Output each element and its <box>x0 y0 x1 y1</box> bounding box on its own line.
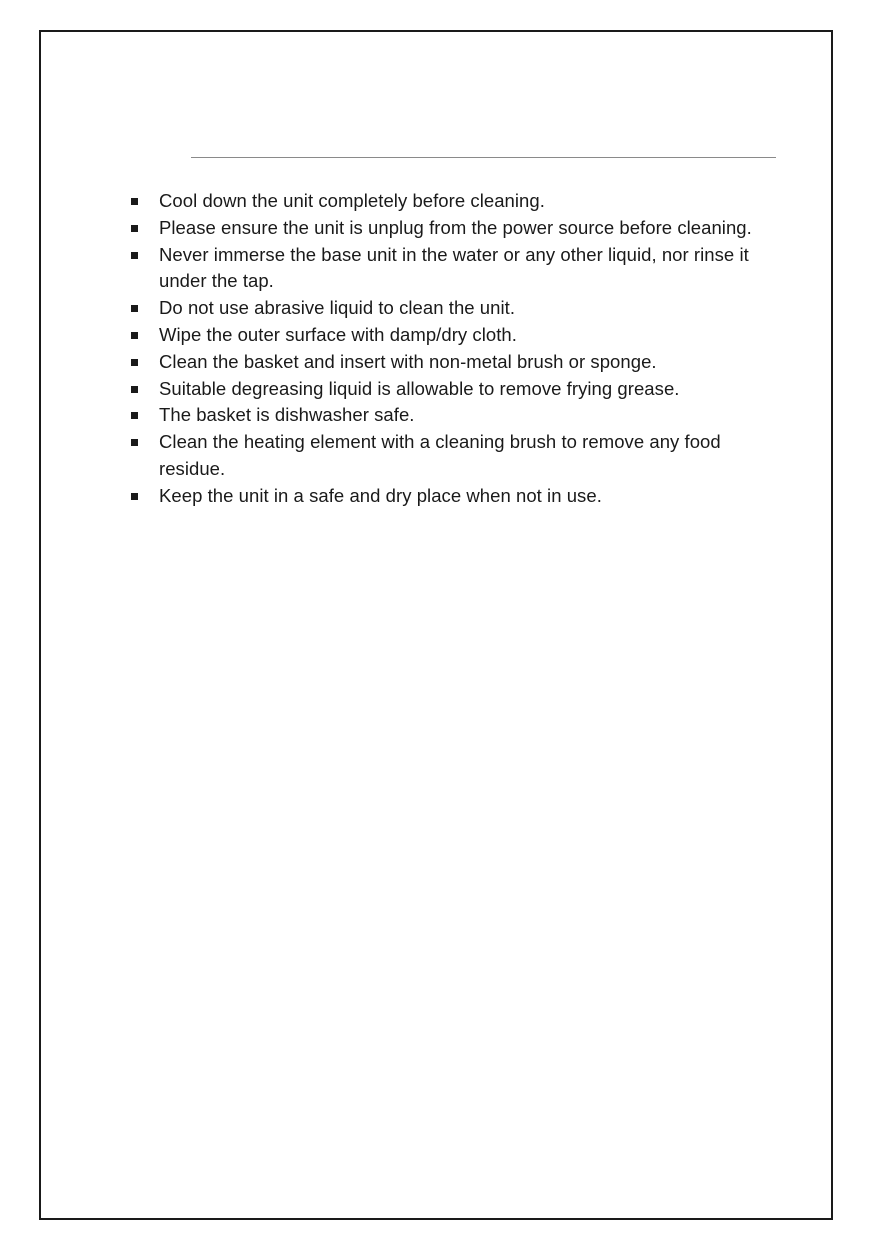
list-item-text: Cool down the unit completely before cleaning. <box>159 190 545 211</box>
list-item-text: Suitable degreasing liquid is allowable to remove frying grease. <box>159 377 680 399</box>
square-bullet-icon <box>131 359 138 366</box>
cleaning-instructions-list <box>130 188 790 510</box>
list-item <box>130 429 790 483</box>
list-item <box>130 242 790 296</box>
list-item-text: Do not use abrasive liquid to clean the unit. <box>159 297 516 319</box>
list-item <box>130 402 790 429</box>
list-item <box>130 483 790 510</box>
list-item <box>130 349 790 376</box>
square-bullet-icon <box>131 198 138 205</box>
square-bullet-icon <box>131 225 138 232</box>
list-item <box>130 376 790 403</box>
square-bullet-icon <box>131 412 138 419</box>
list-item-text: Never immerse the base unit in the water or any other liquid, nor rinse it under the tap. <box>159 243 749 292</box>
list-item-text: Keep the unit in a safe and dry place when not in use. <box>159 484 602 506</box>
list-item-text: Clean the basket and insert with non-metal brush or sponge. <box>159 350 657 372</box>
list-item-text: Please ensure the unit is unplug from the power source before cleaning. <box>159 216 752 238</box>
section-divider <box>191 157 776 158</box>
square-bullet-icon <box>131 493 138 500</box>
square-bullet-icon <box>131 252 138 259</box>
list-item-text: The basket is dishwasher safe. <box>159 404 415 426</box>
square-bullet-icon <box>131 332 138 339</box>
list-item-text: Wipe the outer surface with damp/dry cloth. <box>159 323 517 345</box>
list-item <box>130 215 790 242</box>
list-item-text: Clean the heating element with a cleaning brush to remove any food residue. <box>159 431 721 479</box>
square-bullet-icon <box>131 439 138 446</box>
list-item <box>130 295 790 322</box>
square-bullet-icon <box>131 305 138 312</box>
list-item <box>130 322 790 349</box>
list-item <box>130 188 790 215</box>
square-bullet-icon <box>131 386 138 393</box>
